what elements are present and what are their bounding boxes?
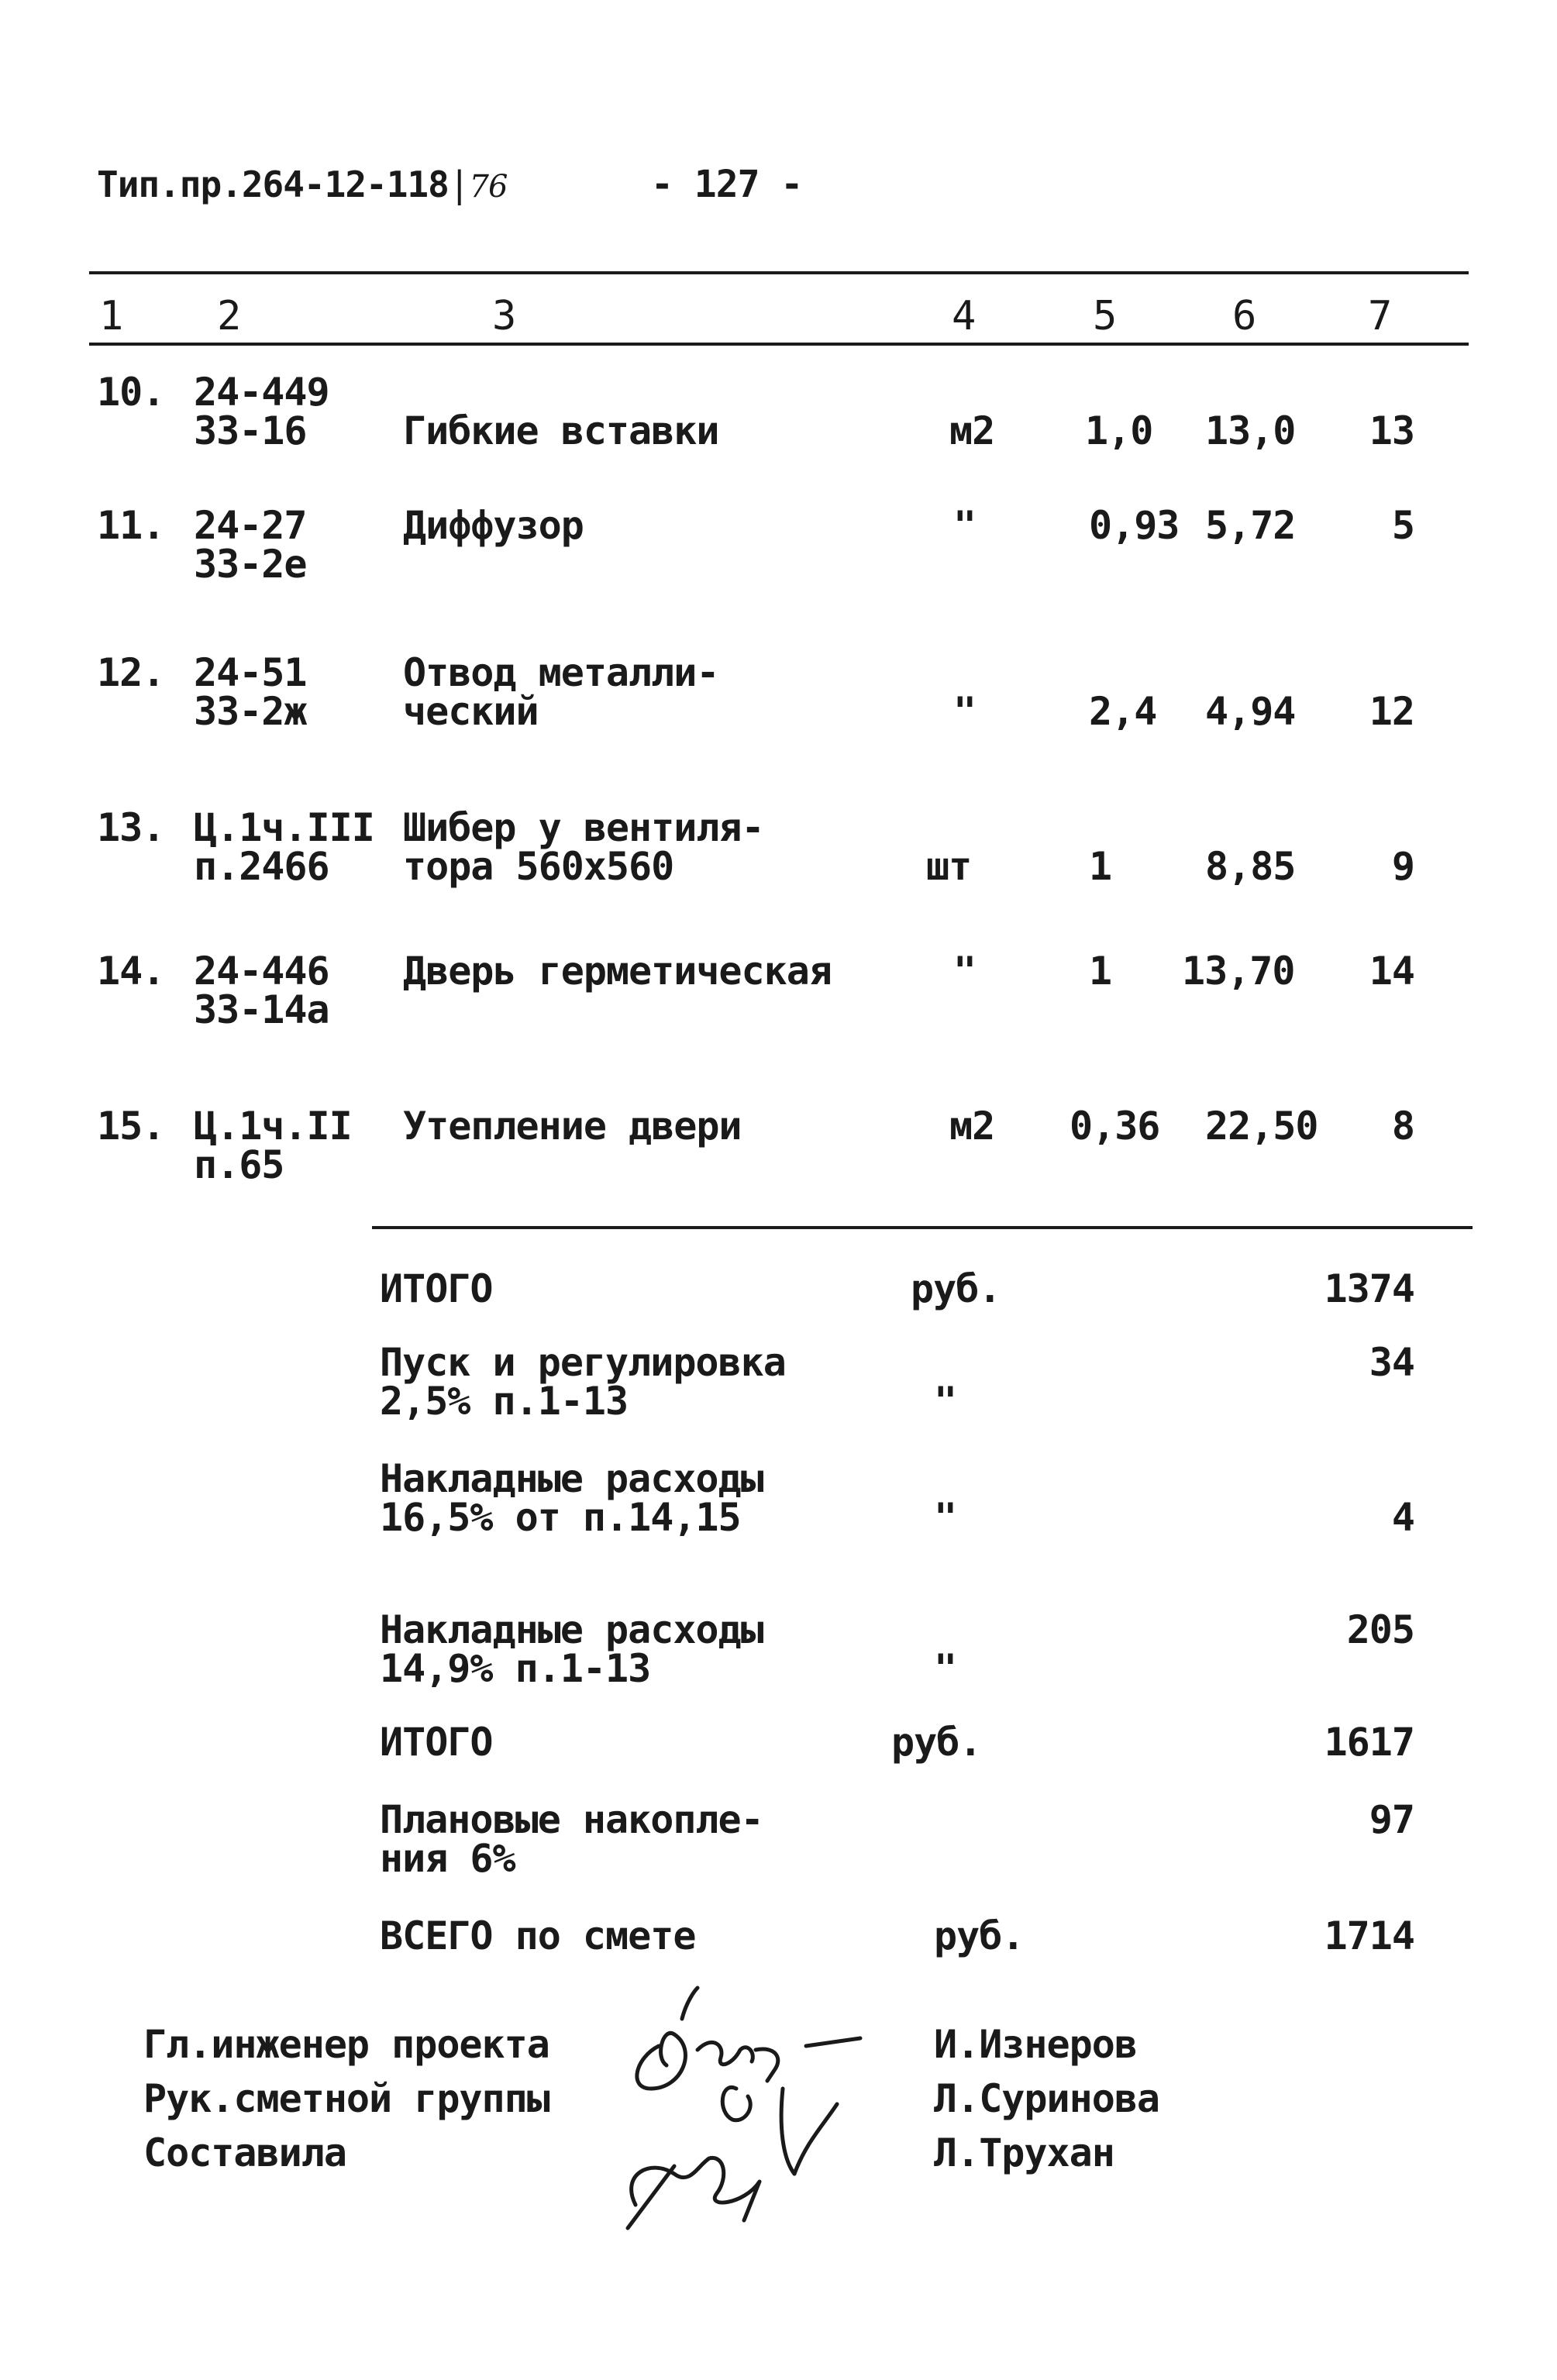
- signature-role: Рук.сметной группы: [143, 2076, 549, 2121]
- row-unit: м2: [949, 1104, 995, 1149]
- page-number: - 127 -: [651, 163, 803, 206]
- summary-label: ВСЕГО по смете: [380, 1913, 696, 1958]
- signature-name: Л.Суринова: [934, 2076, 1160, 2121]
- row-quantity: 2,4: [1089, 689, 1157, 734]
- row-quantity: 1: [1089, 844, 1112, 889]
- row-code-2: 33-2е: [194, 542, 307, 587]
- summary-unit: руб.: [934, 1913, 1025, 1958]
- summary-value: 1714: [1324, 1913, 1414, 1958]
- row-code-1: Ц.1ч.II: [194, 1104, 352, 1149]
- row-quantity: 1: [1089, 949, 1112, 994]
- summary-label-2: 2,5% п.1-13: [380, 1379, 629, 1424]
- row-unit: ": [953, 689, 977, 734]
- row-code-2: п.2466: [194, 844, 329, 889]
- handwritten-signature: [589, 1972, 884, 2236]
- row-name-1: Шибер у вентиля-: [403, 805, 764, 850]
- summary-label-2: ния 6%: [380, 1836, 515, 1881]
- row-number: 14.: [97, 949, 165, 994]
- column-header-6: 6: [1232, 293, 1257, 339]
- summary-unit: ": [934, 1646, 957, 1691]
- row-total: 14: [1369, 949, 1414, 994]
- row-quantity: 0,36: [1070, 1104, 1160, 1149]
- summary-rule: [372, 1226, 1473, 1229]
- row-code-2: 33-14а: [194, 987, 329, 1032]
- summary-label: Плановые накопле-: [380, 1797, 763, 1842]
- row-number: 12.: [97, 650, 165, 695]
- signature-name: Л.Трухан: [934, 2130, 1114, 2175]
- row-number: 15.: [97, 1104, 165, 1149]
- row-number: 13.: [97, 805, 165, 850]
- row-code-2: п.65: [194, 1142, 284, 1187]
- row-total: 12: [1369, 689, 1414, 734]
- row-name-2: ческий: [403, 689, 539, 734]
- summary-label: ИТОГО: [380, 1266, 493, 1311]
- header-bottom-rule: [89, 343, 1469, 346]
- row-price: 8,85: [1205, 844, 1296, 889]
- summary-label: Накладные расходы: [380, 1456, 763, 1501]
- row-total: 5: [1391, 503, 1414, 548]
- column-header-4: 4: [952, 293, 977, 339]
- summary-value: 34: [1369, 1340, 1414, 1385]
- row-price: 22,50: [1205, 1104, 1318, 1149]
- row-unit: ": [953, 949, 977, 994]
- row-code-1: Ц.1ч.III: [194, 805, 374, 850]
- summary-label-2: 16,5% от п.14,15: [380, 1495, 741, 1540]
- summary-value: 205: [1346, 1607, 1414, 1652]
- row-total: 8: [1391, 1104, 1414, 1149]
- row-total: 13: [1369, 408, 1414, 453]
- summary-value: 1374: [1324, 1266, 1414, 1311]
- summary-label: Пуск и регулировка: [380, 1340, 786, 1385]
- summary-label: ИТОГО: [380, 1720, 493, 1765]
- row-name-1: Дверь герметическая: [403, 949, 832, 994]
- table-top-rule: [89, 271, 1469, 274]
- signature-role: Составила: [143, 2130, 346, 2175]
- row-code-1: 24-27: [194, 503, 307, 548]
- column-header-3: 3: [492, 293, 517, 339]
- row-name-1: Отвод металли-: [403, 650, 719, 695]
- row-name-2: тора 560х560: [403, 844, 674, 889]
- row-price: 13,0: [1205, 408, 1296, 453]
- document-reference: Тип.пр.264-12-118|76: [97, 164, 508, 205]
- column-header-5: 5: [1093, 293, 1118, 339]
- row-price: 13,70: [1182, 949, 1295, 994]
- summary-label-2: 14,9% п.1-13: [380, 1646, 651, 1691]
- row-code-2: 33-2ж: [194, 689, 307, 734]
- signature-role: Гл.инженер проекта: [143, 2022, 549, 2067]
- row-price: 4,94: [1205, 689, 1296, 734]
- signature-name: И.Изнеров: [934, 2022, 1137, 2067]
- row-name-1: Диффузор: [403, 503, 584, 548]
- row-code-1: 24-446: [194, 949, 329, 994]
- row-name-1: Утепление двери: [403, 1104, 742, 1149]
- row-number: 10.: [97, 370, 165, 415]
- row-unit: м2: [949, 408, 995, 453]
- column-header-1: 1: [99, 293, 124, 339]
- row-name-1: Гибкие вставки: [403, 408, 719, 453]
- row-code-1: 24-449: [194, 370, 329, 415]
- row-unit: ": [953, 503, 977, 548]
- row-price: 5,72: [1205, 503, 1296, 548]
- summary-unit: ": [934, 1379, 957, 1424]
- summary-unit: ": [934, 1495, 957, 1540]
- summary-unit: руб.: [891, 1720, 982, 1765]
- summary-unit: руб.: [911, 1266, 1001, 1311]
- summary-value: 4: [1391, 1495, 1414, 1540]
- row-quantity: 1,0: [1085, 408, 1153, 453]
- row-total: 9: [1391, 844, 1414, 889]
- summary-label: Накладные расходы: [380, 1607, 763, 1652]
- row-quantity: 0,93: [1089, 503, 1180, 548]
- row-code-2: 33-16: [194, 408, 307, 453]
- row-number: 11.: [97, 503, 165, 548]
- summary-value: 1617: [1324, 1720, 1414, 1765]
- row-unit: шт: [926, 844, 972, 889]
- column-header-7: 7: [1368, 293, 1393, 339]
- row-code-1: 24-51: [194, 650, 307, 695]
- summary-value: 97: [1369, 1797, 1414, 1842]
- column-header-2: 2: [217, 293, 242, 339]
